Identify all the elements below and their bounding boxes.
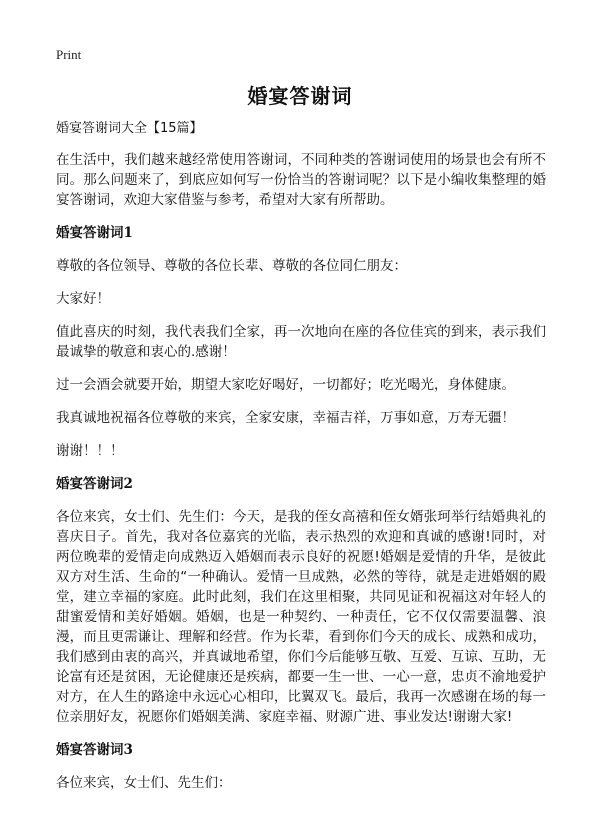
document-subtitle: 婚宴答谢词大全【15篇】 [56,121,203,136]
print-link[interactable]: Print [56,47,82,62]
document-body [56,120,546,806]
paragraph: 大家好！ [56,291,110,307]
paragraph: 我真诚地祝福各位尊敬的来宾，全家安康，幸福吉祥，万事如意，万寿无疆！ [56,410,515,426]
section-heading: 婚宴答谢词3 [56,742,133,758]
section-heading: 婚宴答谢词1 [56,225,133,241]
paragraph: 值此喜庆的时刻，我代表我们全家，再一次地向在座的各位佳宾的到来，表示我们最诚挚的敬意和衷心的.感谢！ [56,324,546,360]
page-title: 婚宴答谢词 [247,84,353,108]
paragraph: 谢谢！！！ [56,443,124,459]
paragraph: 过一会酒会就要开始，期望大家吃好喝好，一切都好；吃光喝光，身体健康。 [56,377,515,393]
intro-paragraph: 在生活中，我们越来越经常使用答谢词，不同种类的答谢词使用的场景也会有所不同。那么问题来了，到底应如何写一份恰当的答谢词呢？以下是小编收集整理的婚宴答谢词，欢迎大家借鉴与参考，希望对大家有所帮助。 [56,152,546,208]
paragraph: 各位来宾，女士们、先生们：今天，是我的侄女高禧和侄女婿张珂举行结婚典礼的喜庆日子。首先，我对各位嘉宾的光临，表示热烈的欢迎和真诚的感谢!同时，对两位晚辈的爱情走向成熟迈入婚姻而表示良好的祝愿!婚姻是爱情的升华，是彼此双方对生活、生命的“一种确认。爱情一旦成熟，必然的等待，就是走进婚姻的殿堂，建立幸福的家庭。此时此刻，我们在这里相聚，共同见证和祝福这对年轻人的甜蜜爱情和美好婚姻。婚姻，也是一种契约、一种责任，它不仅仅需要温馨、浪漫，而且更需谦让、理解和经营。作为长辈，看到你们今天的成长、成熟和成功，我们感到由衷的高兴，并真诚地希望，你们今后能够互敬、互爱、互谅、互助，无论富有还是贫困，无论健康还是疾病，都要一生一世、一心一意，忠贞不渝地爱护对方，在人生的路途中永远心心相印，比翼双飞。最后，我再一次感谢在场的每一位亲朋好友，祝愿你们婚姻美满、家庭幸福、财源广进、事业发达!谢谢大家! [56,509,546,725]
paragraph: 各位来宾，女士们、先生们： [56,775,232,791]
section-heading: 婚宴答谢词2 [56,476,133,492]
paragraph: 尊敬的各位领导、尊敬的各位长辈、尊敬的各位同仁朋友： [56,258,407,274]
